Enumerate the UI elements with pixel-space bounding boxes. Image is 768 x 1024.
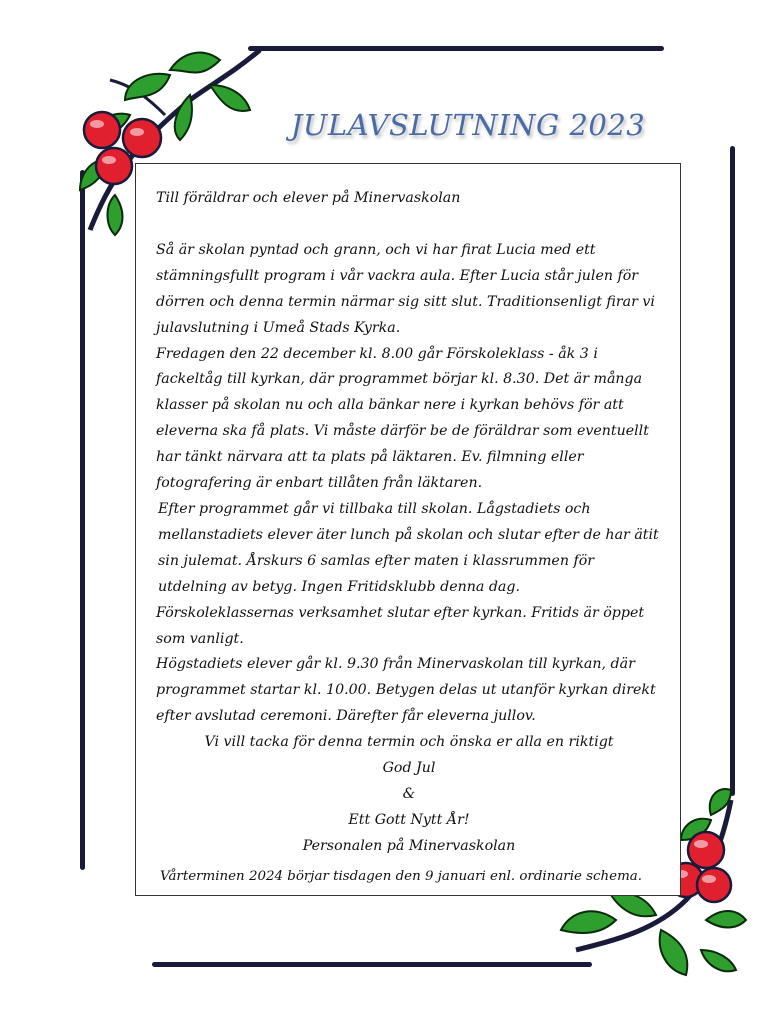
frame-bottom-line — [152, 962, 592, 967]
paragraph-preschool: Förskoleklassernas verksamhet slutar efter kyrkan. Fritids är öppet som vanligt. — [156, 604, 645, 647]
closing-thanks: Vi vill tacka för denna termin och önska er alla en riktigt — [204, 734, 614, 751]
greeting: Till föräldrar och elever på Minervaskolan — [156, 190, 461, 206]
closing-signature: Personalen på Minervaskolan — [302, 837, 516, 854]
frame-right-line — [730, 146, 735, 796]
closing-god-jul: God Jul — [382, 760, 436, 777]
closing-new-year: Ett Gott Nytt År! — [348, 811, 470, 828]
paragraph-intro: Så är skolan pyntad och grann, och vi har firat Lucia med ett stämningsfullt program i vår vackra aula. Efter Lucia står julen för dörren och denna termin närmar sig sitt slut. Traditionsenligt firar vi julavslutning i Umeå Stads Kyrka. — [156, 241, 655, 336]
paragraph-friday: Fredagen den 22 december kl. 8.00 går Förskoleklass - åk 3 i fackeltåg till kyrkan, där programmet börjar kl. 8.30. Det är många klasser på skolan nu och alla bänkar nere i kyrkan behövs för att eleverna ska få plats. Vi måste därför be de föräldrar som eventuellt har tänkt närvara att ta plats på läktaren. Ev. filmning eller fotografering är enbart tillåten från läktaren. — [156, 345, 649, 492]
paragraph-after-program: Efter programmet går vi tillbaka till skolan. Lågstadiets och mellanstadiets elever äter lunch på skolan och slutar efter de har ätit sin julemat. Årskurs 6 samlas efter maten i klassrummen för utdelning av betyg. Ingen Fritidsklubb denna dag. — [158, 500, 659, 595]
frame-left-line — [80, 170, 85, 870]
closing-ampersand: & — [402, 785, 416, 802]
frame-top-line — [248, 46, 664, 51]
paragraph-high-school: Högstadiets elever går kl. 9.30 från Minervaskolan till kyrkan, där programmet startar kl. 10.00. Betygen delas ut utanför kyrkan direkt efter avslutad ceremoni. Därefter får eleverna jullov. — [156, 656, 656, 725]
letter-body — [135, 163, 681, 896]
page-title: JULAVSLUTNING 2023 — [290, 108, 646, 142]
footer-note: Vårterminen 2024 börjar tisdagen den 9 januari enl. ordinarie schema. — [160, 868, 643, 884]
